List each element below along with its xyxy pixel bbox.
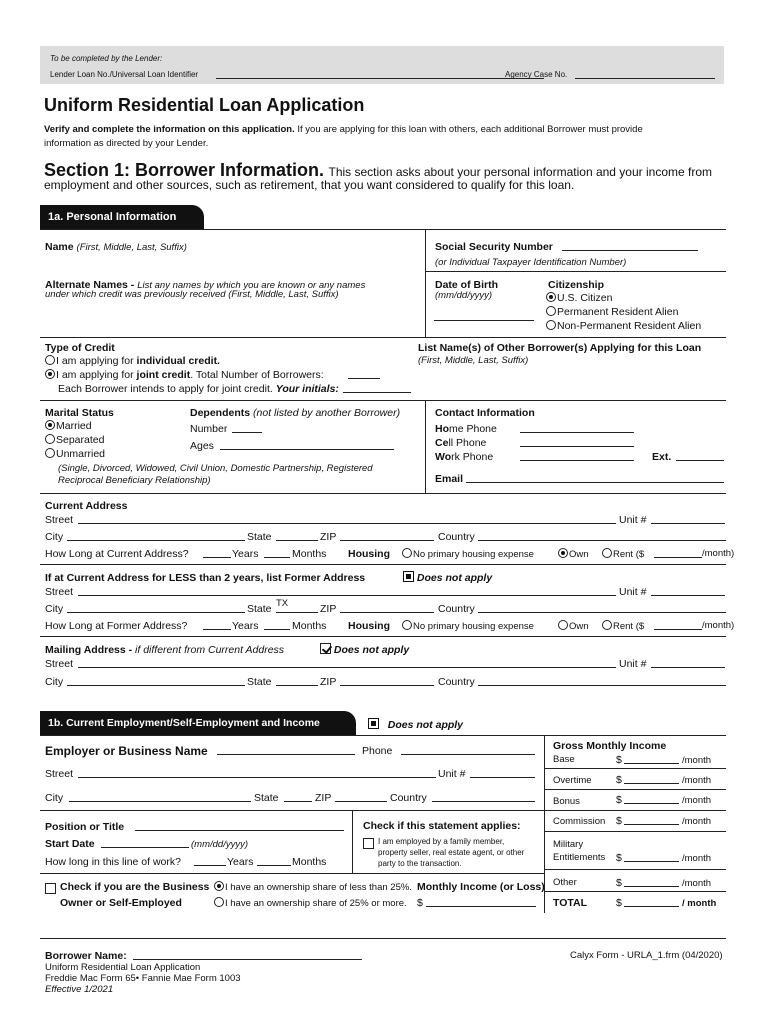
current-unit-label: Unit # bbox=[619, 514, 647, 526]
ext-field[interactable] bbox=[676, 450, 724, 461]
former-street-label: Street bbox=[45, 586, 74, 598]
home-phone-field[interactable] bbox=[520, 422, 634, 433]
name-label: Name bbox=[45, 241, 74, 253]
gross-income-label: Gross Monthly Income bbox=[553, 740, 667, 752]
ssn-field[interactable] bbox=[562, 240, 698, 251]
dependents-ages-label: Ages bbox=[190, 440, 214, 452]
check-statement-label: Check if this statement applies: bbox=[363, 820, 521, 832]
former-country-label: Country bbox=[438, 603, 475, 615]
credit-joint-post: . Total Number of Borrowers: bbox=[190, 369, 324, 381]
marital-unmarried-option[interactable] bbox=[45, 448, 105, 460]
dob-field[interactable] bbox=[434, 310, 534, 321]
income-commission-per-month: /month bbox=[682, 816, 712, 827]
family-member-checkbox[interactable] bbox=[363, 835, 374, 853]
cell-phone-bold: Ce bbox=[435, 437, 449, 449]
radio-icon bbox=[558, 620, 568, 630]
instruction-bold: Verify and complete the information on this application. bbox=[44, 124, 295, 135]
current-own-label: Own bbox=[569, 549, 589, 560]
mailing-does-not-apply-label: Does not apply bbox=[333, 644, 410, 656]
credit-type-label: Type of Credit bbox=[45, 342, 115, 354]
share-more-option[interactable] bbox=[214, 897, 407, 909]
footer-calyx: Calyx Form - URLA_1.frm (04/2020) bbox=[570, 950, 723, 961]
citizenship-label: Citizenship bbox=[548, 279, 605, 291]
other-borrowers-label: List Name(s) of Other Borrower(s) Applying for this Loan bbox=[418, 342, 702, 354]
income-overtime-field[interactable] bbox=[624, 773, 679, 784]
income-bonus-dollar: $ bbox=[616, 794, 622, 806]
employer-phone-label: Phone bbox=[362, 745, 393, 757]
former-does-not-apply[interactable] bbox=[403, 571, 492, 584]
citizenship-us-label: U.S. Citizen bbox=[557, 292, 613, 304]
former-state-label: State bbox=[247, 603, 272, 615]
footer-effective: Effective 1/2021 bbox=[45, 984, 114, 995]
email-field[interactable] bbox=[466, 472, 724, 483]
current-no-primary-option[interactable] bbox=[402, 548, 534, 560]
income-entitlements-label: Entitlements bbox=[553, 852, 606, 863]
former-street-field[interactable] bbox=[78, 585, 616, 596]
contact-info-label: Contact Information bbox=[435, 407, 535, 419]
monthly-income-label: Monthly Income (or Loss) bbox=[417, 881, 545, 893]
current-years-label: Years bbox=[232, 548, 259, 560]
income-total-dollar: $ bbox=[616, 897, 622, 909]
tab-personal-information: 1a. Personal Information bbox=[40, 205, 204, 229]
alternate-names-label: Alternate Names - bbox=[45, 279, 135, 291]
credit-joint-bold: joint credit bbox=[136, 369, 191, 381]
income-other-dollar: $ bbox=[616, 877, 622, 889]
radio-icon bbox=[45, 369, 55, 379]
footer-form-name: Uniform Residential Loan Application bbox=[45, 962, 201, 973]
credit-joint-pre: I am applying for bbox=[56, 369, 137, 381]
marital-separated-label: Separated bbox=[56, 434, 105, 446]
employment-does-not-apply[interactable] bbox=[368, 718, 463, 731]
checkbox-icon bbox=[363, 838, 374, 849]
former-years-label: Years bbox=[232, 620, 259, 632]
cell-phone-rest: ll Phone bbox=[448, 437, 487, 449]
start-date-field[interactable] bbox=[101, 837, 189, 848]
share-less-option[interactable] bbox=[214, 881, 412, 893]
income-total-label: TOTAL bbox=[553, 897, 588, 909]
former-own-option[interactable] bbox=[558, 620, 589, 632]
marital-separated-option[interactable] bbox=[45, 434, 104, 446]
position-label: Position or Title bbox=[45, 821, 125, 833]
footer-borrower-name-field[interactable] bbox=[133, 949, 362, 960]
employer-city-field[interactable] bbox=[69, 791, 251, 802]
initials-field[interactable] bbox=[343, 382, 411, 393]
former-rent-field[interactable] bbox=[654, 619, 702, 630]
employer-country-field[interactable] bbox=[432, 791, 535, 802]
former-months-label: Months bbox=[292, 620, 327, 632]
current-state-field[interactable] bbox=[276, 530, 318, 541]
former-zip-field[interactable] bbox=[340, 602, 434, 613]
email-label: Email bbox=[435, 473, 464, 485]
share-less-label: I have an ownership share of less than 25%. bbox=[225, 882, 412, 893]
start-date-hint: (mm/dd/yyyy) bbox=[191, 839, 248, 850]
current-state-label: State bbox=[247, 531, 272, 543]
income-base-field[interactable] bbox=[624, 753, 679, 764]
section1-title: Section 1: Borrower Information. bbox=[44, 160, 325, 180]
marital-note1: (Single, Divorced, Widowed, Civil Union, Domestic Partnership, Registered bbox=[58, 463, 373, 474]
marital-married-label: Married bbox=[56, 420, 92, 432]
income-military-per-month: /month bbox=[682, 853, 712, 864]
footer-borrower-name-label: Borrower Name: bbox=[45, 950, 127, 962]
monthly-income-dollar: $ bbox=[417, 897, 423, 909]
dob-label: Date of Birth bbox=[435, 279, 498, 291]
checkbox-icon bbox=[320, 643, 331, 654]
current-street-label: Street bbox=[45, 514, 74, 526]
agency-case-field[interactable] bbox=[575, 68, 715, 79]
marital-note2: Reciprocal Beneficiary Relationship) bbox=[58, 475, 211, 486]
work-phone-field[interactable] bbox=[520, 450, 634, 461]
mailing-city-label: City bbox=[45, 676, 64, 688]
mailing-address-hint: if different from Current Address bbox=[135, 644, 285, 656]
former-per-month: /month) bbox=[702, 620, 735, 631]
checkbox-icon bbox=[368, 718, 379, 729]
income-base-per-month: /month bbox=[682, 755, 712, 766]
current-country-label: Country bbox=[438, 531, 475, 543]
income-commission-field[interactable] bbox=[624, 814, 679, 825]
dob-hint: (mm/dd/yyyy) bbox=[435, 290, 492, 301]
mailing-street-label: Street bbox=[45, 658, 74, 670]
radio-icon bbox=[546, 292, 556, 302]
income-bonus-label: Bonus bbox=[553, 796, 580, 807]
business-owner-label2: Owner or Self-Employed bbox=[60, 897, 182, 909]
income-military-dollar: $ bbox=[616, 852, 622, 864]
current-months-field[interactable] bbox=[264, 547, 290, 558]
name-hint: (First, Middle, Last, Suffix) bbox=[76, 242, 187, 253]
share-more-label: I have an ownership share of 25% or more. bbox=[225, 898, 407, 909]
former-housing-label: Housing bbox=[348, 620, 390, 632]
dependents-hint: (not listed by another Borrower) bbox=[253, 407, 401, 419]
current-rent-label: Rent ($ bbox=[613, 549, 645, 560]
income-other-field[interactable] bbox=[624, 876, 679, 887]
employer-street-field[interactable] bbox=[78, 767, 436, 778]
former-city-label: City bbox=[45, 603, 64, 615]
total-borrowers-field[interactable] bbox=[348, 368, 380, 379]
mailing-unit-label: Unit # bbox=[619, 658, 647, 670]
employer-unit-label: Unit # bbox=[438, 768, 466, 780]
former-own-label: Own bbox=[569, 621, 589, 632]
credit-joint-option[interactable] bbox=[45, 369, 324, 381]
current-city-label: City bbox=[45, 531, 64, 543]
check-text2: property seller, real estate agent, or other bbox=[378, 848, 525, 857]
mailing-country-label: Country bbox=[438, 676, 475, 688]
former-no-primary-label: No primary housing expense bbox=[413, 621, 534, 632]
current-zip-label: ZIP bbox=[320, 531, 337, 543]
start-date-label: Start Date bbox=[45, 838, 95, 850]
work-phone-label bbox=[435, 451, 493, 463]
line-months-label: Months bbox=[292, 856, 327, 868]
current-street-field[interactable] bbox=[78, 513, 616, 524]
employer-zip-label: ZIP bbox=[315, 792, 332, 804]
income-overtime-dollar: $ bbox=[616, 774, 622, 786]
current-city-field[interactable] bbox=[67, 530, 245, 541]
income-military-field[interactable] bbox=[624, 851, 679, 862]
home-phone-label bbox=[435, 423, 497, 435]
income-military-label: Military bbox=[553, 839, 584, 850]
mailing-street-field[interactable] bbox=[78, 657, 616, 668]
citizenship-nonperm-option[interactable] bbox=[546, 320, 701, 332]
citizenship-perm-label: Permanent Resident Alien bbox=[557, 306, 679, 318]
current-no-primary-label: No primary housing expense bbox=[413, 549, 534, 560]
lender-loan-no-label: Lender Loan No./Universal Loan Identifier bbox=[50, 70, 199, 79]
employer-phone-field[interactable] bbox=[401, 744, 535, 755]
how-long-current-label: How Long at Current Address? bbox=[45, 548, 189, 560]
lender-box bbox=[40, 46, 724, 84]
employer-city-label: City bbox=[45, 792, 64, 804]
line-years-field[interactable] bbox=[194, 855, 226, 866]
business-owner-checkbox[interactable] bbox=[45, 880, 56, 898]
income-total-field[interactable] bbox=[624, 896, 679, 907]
current-rent-field[interactable] bbox=[654, 547, 702, 558]
lender-loan-no-field[interactable] bbox=[216, 68, 544, 79]
instruction-rest: If you are applying for this loan with others, each additional Borrower must provide bbox=[297, 124, 643, 135]
former-country-field[interactable] bbox=[478, 602, 726, 613]
income-overtime-label: Overtime bbox=[553, 775, 592, 786]
employer-name-label: Employer or Business Name bbox=[45, 744, 208, 758]
employer-unit-field[interactable] bbox=[470, 767, 535, 778]
line-months-field[interactable] bbox=[257, 855, 291, 866]
credit-initials-label: Your initials: bbox=[275, 383, 339, 395]
employer-country-label: Country bbox=[390, 792, 427, 804]
mailing-state-label: State bbox=[247, 676, 272, 688]
current-years-field[interactable] bbox=[203, 547, 231, 558]
agency-case-label: Agency Case No. bbox=[505, 70, 568, 79]
former-address-label: If at Current Address for LESS than 2 years, list Former Address bbox=[45, 572, 366, 584]
current-address-label: Current Address bbox=[45, 500, 128, 512]
employer-street-label: Street bbox=[45, 768, 74, 780]
current-rent-option[interactable] bbox=[602, 548, 644, 560]
cell-phone-field[interactable] bbox=[520, 436, 634, 447]
former-zip-label: ZIP bbox=[320, 603, 337, 615]
page-title: Uniform Residential Loan Application bbox=[44, 95, 365, 115]
credit-each-text: Each Borrower intends to apply for joint credit. bbox=[58, 383, 273, 395]
income-bonus-per-month: /month bbox=[682, 795, 712, 806]
mailing-unit-field[interactable] bbox=[651, 657, 725, 668]
former-months-field[interactable] bbox=[264, 619, 290, 630]
tab-employment-income: 1b. Current Employment/Self-Employment and Income bbox=[40, 711, 356, 735]
current-country-field[interactable] bbox=[478, 530, 726, 541]
radio-icon bbox=[45, 448, 55, 458]
business-owner-label1: Check if you are the Business bbox=[60, 881, 210, 893]
current-per-month: /month) bbox=[702, 548, 735, 559]
income-overtime-per-month: /month bbox=[682, 775, 712, 786]
dependents-number-field[interactable] bbox=[232, 422, 262, 433]
mailing-zip-field[interactable] bbox=[340, 675, 434, 686]
section1-desc2: employment and other sources, such as retirement, that you want considered to qualify for this loan. bbox=[44, 178, 575, 192]
radio-icon bbox=[402, 620, 412, 630]
mailing-state-field[interactable] bbox=[276, 675, 318, 686]
mailing-does-not-apply[interactable] bbox=[320, 643, 409, 656]
radio-icon bbox=[402, 548, 412, 558]
radio-icon bbox=[558, 548, 568, 558]
former-unit-label: Unit # bbox=[619, 586, 647, 598]
footer-form-ids: Freddie Mac Form 65• Fannie Mae Form 1003 bbox=[45, 973, 241, 984]
income-commission-dollar: $ bbox=[616, 815, 622, 827]
former-rent-label: Rent ($ bbox=[613, 621, 645, 632]
citizenship-nonperm-label: Non-Permanent Resident Alien bbox=[557, 320, 702, 332]
mailing-country-field[interactable] bbox=[478, 675, 726, 686]
employer-zip-field[interactable] bbox=[335, 791, 387, 802]
former-unit-field[interactable] bbox=[651, 585, 725, 596]
citizenship-us-option[interactable] bbox=[546, 292, 612, 304]
radio-icon bbox=[546, 320, 556, 330]
credit-individual-pre: I am applying for bbox=[56, 355, 137, 367]
alternate-names-hint1: List any names by which you are known or any names bbox=[137, 280, 366, 291]
marital-married-option[interactable] bbox=[45, 420, 92, 432]
income-total-per-month: / month bbox=[682, 898, 717, 909]
marital-unmarried-label: Unmarried bbox=[56, 448, 106, 460]
radio-icon bbox=[546, 306, 556, 316]
work-phone-rest: rk Phone bbox=[451, 451, 494, 463]
check-text1: I am employed by a family member, bbox=[378, 837, 505, 846]
monthly-income-field[interactable] bbox=[426, 896, 536, 907]
income-bonus-field[interactable] bbox=[624, 793, 679, 804]
current-months-label: Months bbox=[292, 548, 327, 560]
current-zip-field[interactable] bbox=[340, 530, 434, 541]
current-housing-label: Housing bbox=[348, 548, 390, 560]
line-years-label: Years bbox=[227, 856, 254, 868]
dependents-ages-field[interactable] bbox=[220, 439, 394, 450]
radio-icon bbox=[602, 548, 612, 558]
credit-individual-option[interactable] bbox=[45, 355, 220, 367]
radio-icon bbox=[214, 897, 224, 907]
employer-state-label: State bbox=[254, 792, 279, 804]
current-own-option[interactable] bbox=[558, 548, 589, 560]
position-field[interactable] bbox=[135, 820, 344, 831]
home-phone-rest: me Phone bbox=[449, 423, 497, 435]
former-no-primary-option[interactable] bbox=[402, 620, 534, 632]
income-base-dollar: $ bbox=[616, 754, 622, 766]
former-years-field[interactable] bbox=[203, 619, 231, 630]
dependents-label: Dependents bbox=[190, 407, 251, 419]
income-other-label: Other bbox=[553, 877, 577, 888]
former-city-field[interactable] bbox=[67, 602, 245, 613]
income-commission-label: Commission bbox=[553, 816, 606, 827]
employer-state-field[interactable] bbox=[284, 791, 312, 802]
radio-icon bbox=[45, 355, 55, 365]
home-phone-bold: Ho bbox=[435, 423, 449, 435]
mailing-address-label: Mailing Address - bbox=[45, 644, 133, 656]
radio-icon bbox=[214, 881, 224, 891]
mailing-zip-label: ZIP bbox=[320, 676, 337, 688]
dependents-number-label: Number bbox=[190, 423, 228, 435]
former-state-value: TX bbox=[276, 598, 289, 609]
current-unit-field[interactable] bbox=[651, 513, 725, 524]
how-long-former-label: How Long at Former Address? bbox=[45, 620, 188, 632]
income-other-per-month: /month bbox=[682, 878, 712, 889]
income-base-label: Base bbox=[553, 754, 575, 765]
checkbox-icon bbox=[403, 571, 414, 582]
former-does-not-apply-label: Does not apply bbox=[416, 572, 493, 584]
section1-desc1: This section asks about your personal information and your income from bbox=[328, 165, 713, 179]
employer-name-field[interactable] bbox=[217, 744, 355, 755]
credit-individual-bold: individual credit. bbox=[136, 355, 220, 367]
marital-status-label: Marital Status bbox=[45, 407, 114, 419]
ssn-label: Social Security Number bbox=[435, 241, 553, 253]
citizenship-perm-option[interactable] bbox=[546, 306, 678, 318]
employment-does-not-apply-label: Does not apply bbox=[387, 719, 464, 731]
radio-icon bbox=[45, 420, 55, 430]
other-borrowers-hint: (First, Middle, Last, Suffix) bbox=[418, 355, 529, 366]
cell-phone-label bbox=[435, 437, 486, 449]
instruction-line2: information as directed by your Lender. bbox=[44, 138, 209, 149]
ssn-hint: (or Individual Taxpayer Identification Number) bbox=[435, 257, 627, 268]
work-phone-bold: Wo bbox=[435, 451, 452, 463]
checkbox-icon bbox=[45, 883, 56, 894]
check-text3: party to the transaction. bbox=[378, 859, 462, 868]
radio-icon bbox=[45, 434, 55, 444]
mailing-city-field[interactable] bbox=[67, 675, 245, 686]
lender-note: To be completed by the Lender: bbox=[50, 54, 163, 63]
ext-label: Ext. bbox=[652, 451, 672, 463]
how-long-line-label: How long in this line of work? bbox=[45, 856, 181, 868]
alternate-names-hint2: under which credit was previously received (First, Middle, Last, Suffix) bbox=[45, 289, 339, 300]
radio-icon bbox=[602, 620, 612, 630]
former-rent-option[interactable] bbox=[602, 620, 644, 632]
